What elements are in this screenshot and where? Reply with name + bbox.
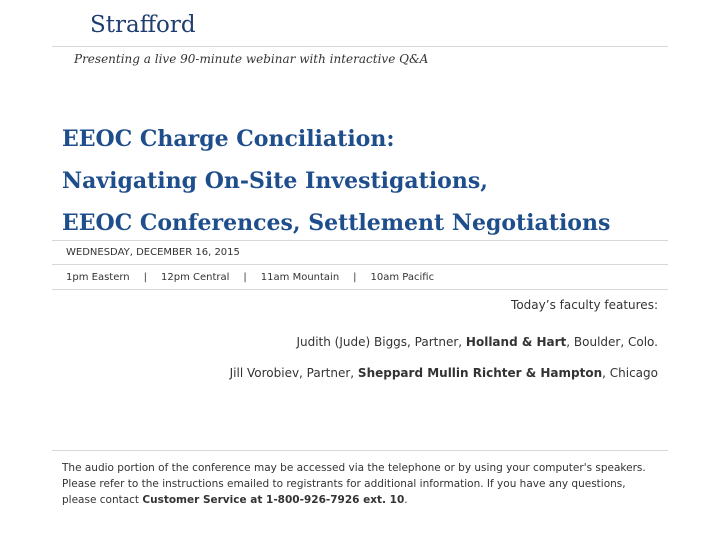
divider	[52, 450, 668, 451]
speaker-firm: Sheppard Mullin Richter & Hampton	[357, 366, 603, 380]
divider	[52, 289, 668, 290]
time-separator: |	[353, 272, 357, 283]
speaker-location: , Boulder, Colo.	[566, 335, 658, 349]
speaker-1	[296, 335, 658, 349]
time-central: 12pm Central	[161, 272, 230, 283]
audio-instructions	[62, 460, 662, 508]
divider	[52, 240, 668, 241]
speaker-name-title: Judith (Jude) Biggs, Partner,	[296, 335, 466, 349]
faculty-heading: Today’s faculty features:	[511, 298, 658, 312]
speaker-2	[230, 366, 658, 380]
title-line: EEOC Conferences, Settlement Negotiations	[62, 210, 611, 236]
footer-end: .	[404, 494, 408, 506]
webinar-title	[62, 118, 610, 244]
header-divider	[52, 46, 668, 47]
title-line: Navigating On-Site Investigations,	[62, 168, 488, 194]
time-eastern: 1pm Eastern	[66, 272, 130, 283]
time-pacific: 10am Pacific	[370, 272, 435, 283]
webinar-date: WEDNESDAY, DECEMBER 16, 2015	[66, 247, 240, 258]
time-separator: |	[243, 272, 247, 283]
time-zones	[66, 272, 434, 283]
time-separator: |	[143, 272, 148, 283]
strafford-logo: Strafford	[90, 12, 196, 38]
speaker-location: , Chicago	[602, 366, 658, 380]
customer-service-contact: Customer Service at 1-800-926-7926 ext. 10	[142, 494, 405, 506]
time-mountain: 11am Mountain	[260, 272, 340, 283]
divider	[52, 264, 668, 265]
title-line: EEOC Charge Conciliation:	[62, 126, 395, 152]
footer-text: The audio portion of the conference may be accessed via the telephone or by using your computer's speakers. Please refer to the instructions emailed to registrants for additional information. If you have any questions, please contact	[62, 462, 646, 506]
speaker-firm: Holland & Hart	[465, 335, 567, 349]
speaker-name-title: Jill Vorobiev, Partner,	[229, 366, 358, 380]
tagline: Presenting a live 90-minute webinar with interactive Q&A	[74, 52, 429, 66]
